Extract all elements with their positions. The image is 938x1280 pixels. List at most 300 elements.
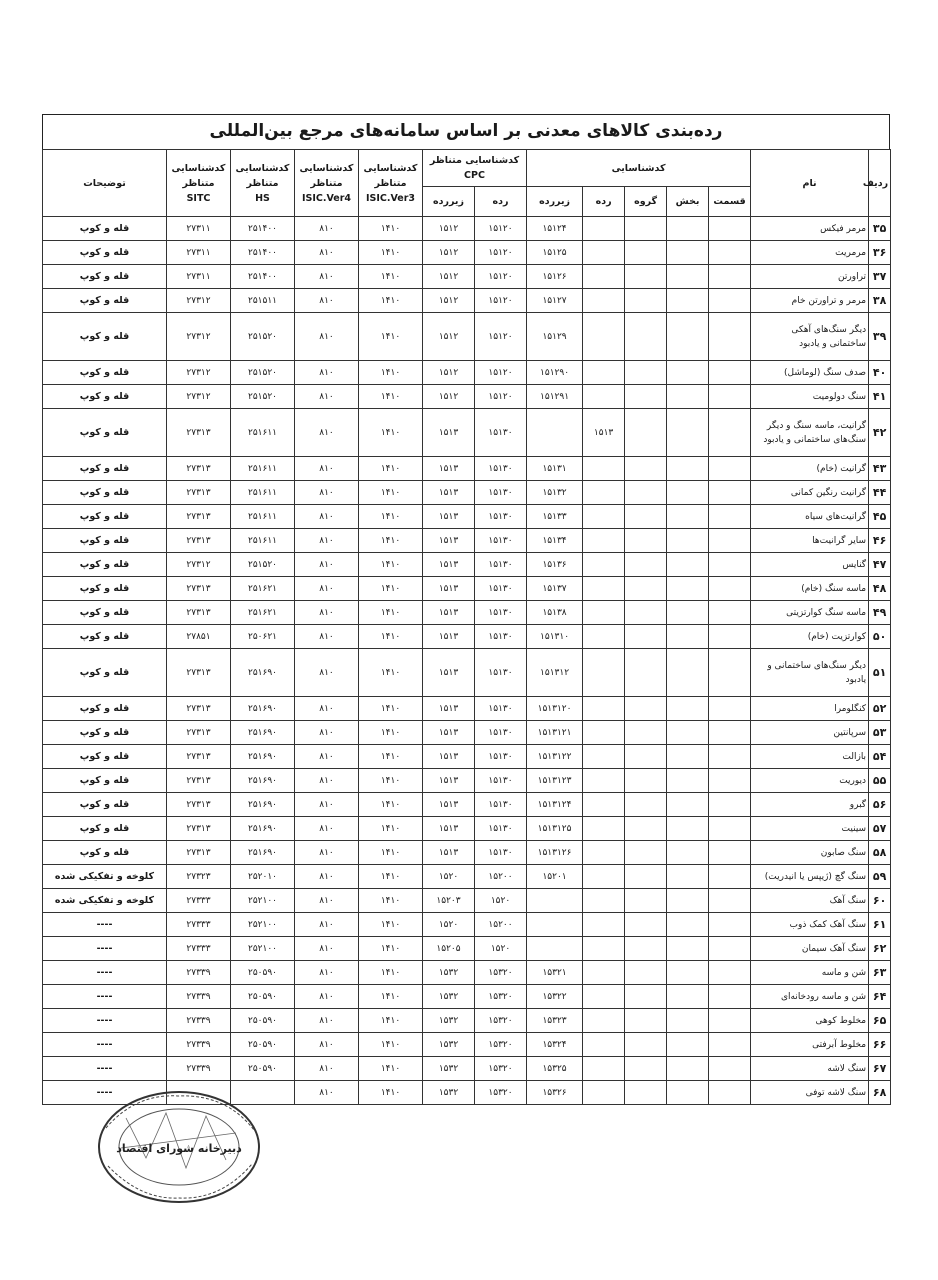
isic3-code: ۱۴۱۰ <box>359 601 423 625</box>
code-group <box>625 361 667 385</box>
isic3-code: ۱۴۱۰ <box>359 769 423 793</box>
note: قله و کوپ <box>43 361 167 385</box>
table-row <box>43 625 891 649</box>
code-class <box>583 217 625 241</box>
header-cpc-class: رده <box>475 187 527 217</box>
row-number: ۵۶ <box>869 793 891 817</box>
cpc-class: ۱۵۱۳ <box>423 505 475 529</box>
cpc-class: ۱۵۳۲ <box>423 1057 475 1081</box>
hs-code: ۲۵۱۶۹۰ <box>231 649 295 697</box>
cpc-class: ۱۵۱۳ <box>423 649 475 697</box>
code-section <box>667 889 709 913</box>
code-group <box>625 409 667 457</box>
code-subclass: ۱۵۱۳۱۰ <box>527 625 583 649</box>
cpc-class: ۱۵۱۳ <box>423 601 475 625</box>
code-class <box>583 817 625 841</box>
code-group <box>625 1009 667 1033</box>
sitc-code: ۲۷۳۱۲ <box>167 553 231 577</box>
table-row <box>43 649 891 697</box>
item-name: ماسه سنگ (خام) <box>751 577 869 601</box>
item-name: سنگ لاشه <box>751 1057 869 1081</box>
note: قله و کوپ <box>43 577 167 601</box>
cpc-subclass: ۱۵۱۳۰ <box>475 769 527 793</box>
item-name: سنگ آهک <box>751 889 869 913</box>
code-subclass: ۱۵۱۳۱۲۱ <box>527 721 583 745</box>
code-subclass: ۱۵۳۲۵ <box>527 1057 583 1081</box>
isic4-code: ۸۱۰ <box>295 793 359 817</box>
hs-code: ۲۵۱۴۰۰ <box>231 217 295 241</box>
note: قله و کوپ <box>43 817 167 841</box>
code-section <box>667 241 709 265</box>
hs-code: ۲۵۱۶۱۱ <box>231 481 295 505</box>
note: ---- <box>43 1033 167 1057</box>
cpc-class: ۱۵۱۲ <box>423 241 475 265</box>
hs-code: ۲۵۱۴۰۰ <box>231 241 295 265</box>
cpc-subclass: ۱۵۲۰ <box>475 937 527 961</box>
isic3-code: ۱۴۱۰ <box>359 241 423 265</box>
item-name: شن و ماسه <box>751 961 869 985</box>
row-number: ۵۲ <box>869 697 891 721</box>
row-number: ۴۳ <box>869 457 891 481</box>
row-number: ۴۱ <box>869 385 891 409</box>
item-name: مرمر فیکس <box>751 217 869 241</box>
hs-code: ۲۵۱۶۹۰ <box>231 721 295 745</box>
cpc-class: ۱۵۱۳ <box>423 577 475 601</box>
code-part <box>709 241 751 265</box>
hs-code: ۲۵۰۵۹۰ <box>231 1033 295 1057</box>
code-group <box>625 961 667 985</box>
cpc-class: ۱۵۲۰۵ <box>423 937 475 961</box>
row-number: ۶۲ <box>869 937 891 961</box>
cpc-subclass: ۱۵۱۲۰ <box>475 385 527 409</box>
isic4-code: ۸۱۰ <box>295 649 359 697</box>
isic4-code: ۸۱۰ <box>295 697 359 721</box>
row-number: ۶۷ <box>869 1057 891 1081</box>
code-section <box>667 289 709 313</box>
code-section <box>667 985 709 1009</box>
cpc-subclass: ۱۵۱۳۰ <box>475 625 527 649</box>
item-name: بازالت <box>751 745 869 769</box>
code-class <box>583 937 625 961</box>
isic4-code: ۸۱۰ <box>295 577 359 601</box>
row-number: ۴۸ <box>869 577 891 601</box>
code-group <box>625 865 667 889</box>
hs-code: ۲۵۱۶۹۰ <box>231 745 295 769</box>
item-name: مخلوط کوهی <box>751 1009 869 1033</box>
note: ---- <box>43 1057 167 1081</box>
code-class <box>583 985 625 1009</box>
isic3-code: ۱۴۱۰ <box>359 841 423 865</box>
code-class <box>583 529 625 553</box>
code-class <box>583 793 625 817</box>
row-number: ۴۹ <box>869 601 891 625</box>
official-seal <box>96 1088 262 1206</box>
code-group <box>625 481 667 505</box>
table-row <box>43 745 891 769</box>
cpc-class: ۱۵۳۲ <box>423 1081 475 1105</box>
hs-code: ۲۵۲۱۰۰ <box>231 889 295 913</box>
item-name: مرمریت <box>751 241 869 265</box>
code-part <box>709 553 751 577</box>
isic4-code: ۸۱۰ <box>295 889 359 913</box>
code-class <box>583 889 625 913</box>
header-isic4: کدشناسایی متناظر ISIC.Ver4 <box>295 150 359 217</box>
header-group: گروه <box>625 187 667 217</box>
code-group <box>625 313 667 361</box>
note: قله و کوپ <box>43 385 167 409</box>
code-section <box>667 721 709 745</box>
sitc-code: ۲۷۳۱۳ <box>167 697 231 721</box>
item-name: سینیت <box>751 817 869 841</box>
code-section <box>667 625 709 649</box>
note: قله و کوپ <box>43 241 167 265</box>
hs-code: ۲۵۱۶۹۰ <box>231 769 295 793</box>
header-row-no: ردیف <box>869 150 891 217</box>
cpc-subclass: ۱۵۱۳۰ <box>475 553 527 577</box>
code-section <box>667 553 709 577</box>
row-number: ۴۶ <box>869 529 891 553</box>
code-part <box>709 289 751 313</box>
code-part <box>709 409 751 457</box>
isic4-code: ۸۱۰ <box>295 529 359 553</box>
cpc-class: ۱۵۲۰ <box>423 865 475 889</box>
code-class <box>583 313 625 361</box>
hs-code: ۲۵۰۵۹۰ <box>231 985 295 1009</box>
table-row <box>43 385 891 409</box>
code-class <box>583 913 625 937</box>
code-subclass: ۱۵۱۳۷ <box>527 577 583 601</box>
hs-code: ۲۵۲۰۱۰ <box>231 865 295 889</box>
table-row <box>43 217 891 241</box>
cpc-class: ۱۵۱۳ <box>423 625 475 649</box>
row-number: ۳۵ <box>869 217 891 241</box>
table-row <box>43 361 891 385</box>
row-number: ۵۳ <box>869 721 891 745</box>
code-part <box>709 889 751 913</box>
table-row <box>43 577 891 601</box>
code-part <box>709 793 751 817</box>
code-section <box>667 481 709 505</box>
code-subclass: ۱۵۱۲۹ <box>527 313 583 361</box>
code-group <box>625 889 667 913</box>
code-subclass: ۱۵۱۳۱۲۰ <box>527 697 583 721</box>
code-group <box>625 385 667 409</box>
table-row <box>43 553 891 577</box>
table-row <box>43 841 891 865</box>
note: قله و کوپ <box>43 265 167 289</box>
table-row <box>43 817 891 841</box>
sitc-code: ۲۷۳۲۳ <box>167 865 231 889</box>
code-class <box>583 769 625 793</box>
code-part <box>709 865 751 889</box>
sitc-code: ۲۷۳۱۳ <box>167 841 231 865</box>
table-row <box>43 1033 891 1057</box>
isic4-code: ۸۱۰ <box>295 505 359 529</box>
note: ---- <box>43 961 167 985</box>
isic3-code: ۱۴۱۰ <box>359 217 423 241</box>
code-section <box>667 385 709 409</box>
cpc-class: ۱۵۳۲ <box>423 985 475 1009</box>
row-number: ۵۹ <box>869 865 891 889</box>
isic3-code: ۱۴۱۰ <box>359 817 423 841</box>
code-part <box>709 745 751 769</box>
code-subclass: ۱۵۱۳۴ <box>527 529 583 553</box>
item-name: گرانیت (خام) <box>751 457 869 481</box>
item-name: شن و ماسه رودخانه‌ای <box>751 985 869 1009</box>
isic4-code: ۸۱۰ <box>295 625 359 649</box>
code-section <box>667 577 709 601</box>
note: ---- <box>43 913 167 937</box>
code-part <box>709 985 751 1009</box>
sitc-code: ۲۷۳۱۳ <box>167 457 231 481</box>
code-section <box>667 1081 709 1105</box>
note: قله و کوپ <box>43 529 167 553</box>
isic3-code: ۱۴۱۰ <box>359 697 423 721</box>
code-part <box>709 937 751 961</box>
header-hs: کدشناسایی متناظر HS <box>231 150 295 217</box>
isic4-code: ۸۱۰ <box>295 553 359 577</box>
note: قله و کوپ <box>43 649 167 697</box>
code-section <box>667 529 709 553</box>
code-subclass: ۱۵۲۰۱ <box>527 865 583 889</box>
cpc-class: ۱۵۲۰۳ <box>423 889 475 913</box>
cpc-subclass: ۱۵۲۰۰ <box>475 913 527 937</box>
code-part <box>709 457 751 481</box>
code-group <box>625 649 667 697</box>
isic3-code: ۱۴۱۰ <box>359 937 423 961</box>
header-subclass: زیررده <box>527 187 583 217</box>
item-name: تراورتن <box>751 265 869 289</box>
code-section <box>667 793 709 817</box>
table-row <box>43 601 891 625</box>
page-title: رده‌بندی کالاهای معدنی بر اساس سامانه‌های مرجع بین‌المللی <box>42 114 890 149</box>
code-part <box>709 1057 751 1081</box>
cpc-subclass: ۱۵۱۳۰ <box>475 481 527 505</box>
isic3-code: ۱۴۱۰ <box>359 481 423 505</box>
code-subclass: ۱۵۱۳۲ <box>527 481 583 505</box>
isic4-code: ۸۱۰ <box>295 265 359 289</box>
isic4-code: ۸۱۰ <box>295 361 359 385</box>
code-subclass: ۱۵۱۲۹۱ <box>527 385 583 409</box>
item-name: گرانیت‌های سیاه <box>751 505 869 529</box>
code-group <box>625 1033 667 1057</box>
isic4-code: ۸۱۰ <box>295 457 359 481</box>
note: کلوخه و تفکیکی شده <box>43 865 167 889</box>
header-notes: توضیحات <box>43 150 167 217</box>
note: ---- <box>43 1009 167 1033</box>
note: قله و کوپ <box>43 553 167 577</box>
code-section <box>667 697 709 721</box>
sitc-code: ۲۷۳۱۳ <box>167 529 231 553</box>
table-row <box>43 697 891 721</box>
cpc-class: ۱۵۱۲ <box>423 385 475 409</box>
cpc-subclass: ۱۵۲۰ <box>475 889 527 913</box>
cpc-class: ۱۵۳۲ <box>423 961 475 985</box>
code-part <box>709 721 751 745</box>
code-class <box>583 457 625 481</box>
row-number: ۴۵ <box>869 505 891 529</box>
code-section <box>667 217 709 241</box>
sitc-code: ۲۷۳۱۳ <box>167 577 231 601</box>
cpc-subclass: ۱۵۱۳۰ <box>475 745 527 769</box>
cpc-subclass: ۱۵۳۲۰ <box>475 1009 527 1033</box>
cpc-class: ۱۵۱۳ <box>423 721 475 745</box>
code-part <box>709 265 751 289</box>
code-section <box>667 457 709 481</box>
cpc-subclass: ۱۵۱۳۰ <box>475 601 527 625</box>
note: قله و کوپ <box>43 289 167 313</box>
hs-code: ۲۵۱۶۱۱ <box>231 457 295 481</box>
row-number: ۶۴ <box>869 985 891 1009</box>
code-part <box>709 505 751 529</box>
cpc-subclass: ۱۵۲۰۰ <box>475 865 527 889</box>
isic4-code: ۸۱۰ <box>295 1033 359 1057</box>
code-section <box>667 961 709 985</box>
item-name: کوارتزیت (خام) <box>751 625 869 649</box>
sitc-code: ۲۷۳۱۳ <box>167 409 231 457</box>
code-section <box>667 505 709 529</box>
row-number: ۴۷ <box>869 553 891 577</box>
item-name: گرانیت رنگین کمانی <box>751 481 869 505</box>
sitc-code: ۲۷۳۱۲ <box>167 313 231 361</box>
cpc-subclass: ۱۵۱۳۰ <box>475 457 527 481</box>
isic4-code: ۸۱۰ <box>295 937 359 961</box>
hs-code: ۲۵۰۵۹۰ <box>231 1009 295 1033</box>
row-number: ۴۴ <box>869 481 891 505</box>
code-subclass: ۱۵۱۳۱۲۲ <box>527 745 583 769</box>
cpc-class: ۱۵۳۲ <box>423 1033 475 1057</box>
code-subclass: ۱۵۱۳۱ <box>527 457 583 481</box>
code-class <box>583 1057 625 1081</box>
hs-code: ۲۵۱۶۹۰ <box>231 793 295 817</box>
code-section <box>667 1057 709 1081</box>
header-cpc <box>423 150 527 187</box>
item-name: دیوریت <box>751 769 869 793</box>
code-class <box>583 697 625 721</box>
sitc-code: ۲۷۳۳۹ <box>167 1009 231 1033</box>
isic4-code: ۸۱۰ <box>295 217 359 241</box>
code-group <box>625 529 667 553</box>
code-group <box>625 985 667 1009</box>
cpc-subclass: ۱۵۱۲۰ <box>475 217 527 241</box>
row-number: ۶۰ <box>869 889 891 913</box>
table-row <box>43 457 891 481</box>
code-part <box>709 313 751 361</box>
sitc-code: ۲۷۳۱۱ <box>167 241 231 265</box>
sitc-code: ۲۷۳۱۳ <box>167 649 231 697</box>
isic4-code: ۸۱۰ <box>295 985 359 1009</box>
hs-code: ۲۵۱۴۰۰ <box>231 265 295 289</box>
isic3-code: ۱۴۱۰ <box>359 889 423 913</box>
row-number: ۵۸ <box>869 841 891 865</box>
item-name: گرانیت، ماسه سنگ و دیگر سنگ‌های ساختمانی و یادبود <box>751 409 869 457</box>
code-part <box>709 601 751 625</box>
code-section <box>667 1033 709 1057</box>
cpc-subclass: ۱۵۳۲۰ <box>475 961 527 985</box>
table-row <box>43 481 891 505</box>
item-name: سایر گرانیت‌ها <box>751 529 869 553</box>
note: کلوخه و تفکیکی شده <box>43 889 167 913</box>
code-subclass: ۱۵۱۳۱۲۳ <box>527 769 583 793</box>
cpc-class: ۱۵۳۲ <box>423 1009 475 1033</box>
note: قله و کوپ <box>43 409 167 457</box>
note: قله و کوپ <box>43 505 167 529</box>
code-group <box>625 241 667 265</box>
item-name: مخلوط آبرفتی <box>751 1033 869 1057</box>
cpc-class: ۱۵۱۳ <box>423 481 475 505</box>
code-group <box>625 553 667 577</box>
code-section <box>667 865 709 889</box>
code-class <box>583 1081 625 1105</box>
isic4-code: ۸۱۰ <box>295 721 359 745</box>
code-group <box>625 721 667 745</box>
hs-code: ۲۵۲۱۰۰ <box>231 913 295 937</box>
sitc-code: ۲۷۸۵۱ <box>167 625 231 649</box>
isic3-code: ۱۴۱۰ <box>359 985 423 1009</box>
item-name: گبرو <box>751 793 869 817</box>
isic4-code: ۸۱۰ <box>295 1057 359 1081</box>
item-name: دیگر سنگ‌های ساختمانی و یادبود <box>751 649 869 697</box>
hs-code: ۲۵۱۵۲۰ <box>231 313 295 361</box>
code-section <box>667 937 709 961</box>
cpc-class: ۱۵۱۳ <box>423 457 475 481</box>
code-subclass: ۱۵۱۳۸ <box>527 601 583 625</box>
sitc-code: ۲۷۳۳۹ <box>167 1033 231 1057</box>
header-section: بخش <box>667 187 709 217</box>
code-class <box>583 289 625 313</box>
code-group <box>625 769 667 793</box>
code-part <box>709 961 751 985</box>
code-subclass: ۱۵۱۳۳ <box>527 505 583 529</box>
isic3-code: ۱۴۱۰ <box>359 505 423 529</box>
code-group <box>625 1081 667 1105</box>
cpc-subclass: ۱۵۱۲۰ <box>475 313 527 361</box>
cpc-class: ۱۵۱۳ <box>423 817 475 841</box>
hs-code: ۲۵۱۵۲۰ <box>231 553 295 577</box>
note: قله و کوپ <box>43 841 167 865</box>
table-row <box>43 241 891 265</box>
code-subclass: ۱۵۱۲۴ <box>527 217 583 241</box>
cpc-class: ۱۵۱۳ <box>423 409 475 457</box>
code-part <box>709 913 751 937</box>
cpc-subclass: ۱۵۱۲۰ <box>475 361 527 385</box>
isic4-code: ۸۱۰ <box>295 769 359 793</box>
table-row <box>43 961 891 985</box>
cpc-subclass: ۱۵۱۳۰ <box>475 697 527 721</box>
hs-code: ۲۵۱۵۱۱ <box>231 289 295 313</box>
isic4-code: ۸۱۰ <box>295 745 359 769</box>
table-row <box>43 529 891 553</box>
code-group <box>625 457 667 481</box>
cpc-subclass: ۱۵۳۲۰ <box>475 985 527 1009</box>
note: ---- <box>43 937 167 961</box>
isic4-code: ۸۱۰ <box>295 1009 359 1033</box>
hs-code: ۲۵۰۵۹۰ <box>231 961 295 985</box>
row-number: ۳۹ <box>869 313 891 361</box>
code-section <box>667 409 709 457</box>
isic3-code: ۱۴۱۰ <box>359 1057 423 1081</box>
table-row <box>43 721 891 745</box>
cpc-subclass: ۱۵۱۲۰ <box>475 265 527 289</box>
code-subclass: ۱۵۱۳۱۲۴ <box>527 793 583 817</box>
row-number: ۵۴ <box>869 745 891 769</box>
code-class <box>583 361 625 385</box>
code-group <box>625 745 667 769</box>
seal-text: دبیرخانه شورای اقتصاد <box>116 1142 242 1155</box>
hs-code: ۲۵۱۶۱۱ <box>231 529 295 553</box>
code-subclass: ۱۵۳۲۴ <box>527 1033 583 1057</box>
row-number: ۶۱ <box>869 913 891 937</box>
